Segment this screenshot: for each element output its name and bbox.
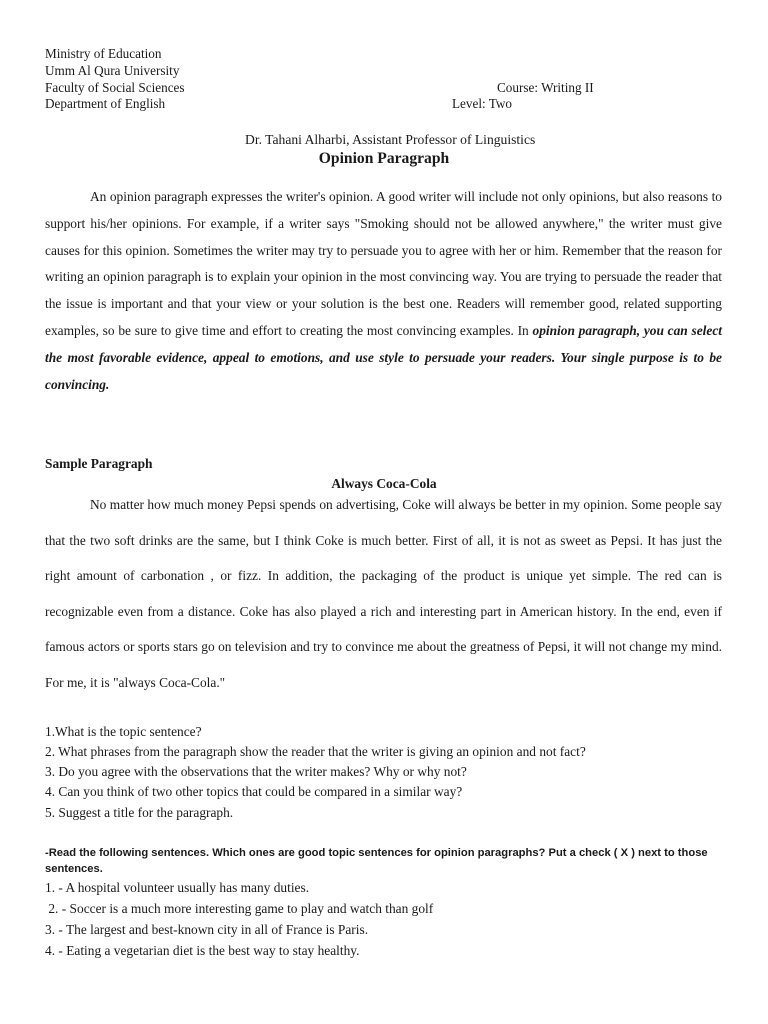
author-line: Dr. Tahani Alharbi, Assistant Professor of Linguistics [245, 132, 536, 147]
sentence-item: 4. - Eating a vegetarian diet is the best way to stay healthy. [45, 943, 360, 958]
faculty-line: Faculty of Social Sciences [45, 80, 185, 95]
question-item: 1.What is the topic sentence? [45, 724, 202, 739]
question-item: 4. Can you think of two other topics that could be compared in a similar way? [45, 784, 463, 799]
question-item: 3. Do you agree with the observations that the writer makes? Why or why not? [45, 764, 467, 779]
intro-emphasis: opinion paragraph, you can select the most favorable evidence, appeal to emotions, and use style to persuade your readers. Your single purpose is to be convincing. [45, 322, 722, 392]
sample-heading: Sample Paragraph [45, 456, 153, 471]
university-line: Umm Al Qura University [45, 63, 180, 78]
sample-text: No matter how much money Pepsi spends on advertising, Coke will always be better in my opinion. Some people say that the two soft drinks are the same, but I think Coke is much better. First of all, it is not as sweet as Pepsi. It has just the right amount of carbonation , or fizz. In addition, the packaging of the product is unique yet simple. The red can is recognizable even from a distance. Coke has also played a rich and interesting part in American history. In the end, even if famous actors or sports stars go on television and try to convince me about the greatness of Pepsi, it will not change my mind. For me, it is "always Coca-Cola." [45, 497, 722, 690]
sample-title: Always Coca-Cola [331, 476, 437, 491]
intro-text: An opinion paragraph expresses the writer's opinion. A good writer will include not only opinions, but also reasons to support his/her opinions. For example, if a writer says "Smoking should not be allowed anywhere," the writer must give causes for this opinion. Sometimes the writer may try to persuade you to agree with her or him. Remember that the reason for writing an opinion paragraph is to explain your opinion in the most convincing way. You are trying to persuade the reader that the issue is important and that your view or your solution is the best one. Readers will remember good, related supporting examples, so be sure to give time and effort to creating the most convincing examples. In [45, 189, 722, 338]
sentence-item: 2. - Soccer is a much more interesting game to play and watch than golf [45, 901, 434, 916]
ministry-line: Ministry of Education [45, 46, 162, 61]
course-line: Course: Writing II [497, 80, 594, 95]
sentence-item: 3. - The largest and best-known city in all of France is Paris. [45, 922, 369, 937]
sentence-item: 1. - A hospital volunteer usually has many duties. [45, 880, 310, 895]
intro-paragraph [45, 184, 722, 398]
sample-paragraph [45, 487, 722, 701]
level-line: Level: Two [452, 96, 512, 111]
page-title: Opinion Paragraph [318, 150, 450, 167]
question-item: 2. What phrases from the paragraph show the reader that the writer is giving an opinion and not fact? [45, 744, 586, 759]
question-item: 5. Suggest a title for the paragraph. [45, 805, 234, 820]
department-line: Department of English [45, 96, 166, 111]
exercise-instruction: -Read the following sentences. Which ones are good topic sentences for opinion paragraphs? Put a check ( X ) next to those sentences. [45, 847, 708, 875]
